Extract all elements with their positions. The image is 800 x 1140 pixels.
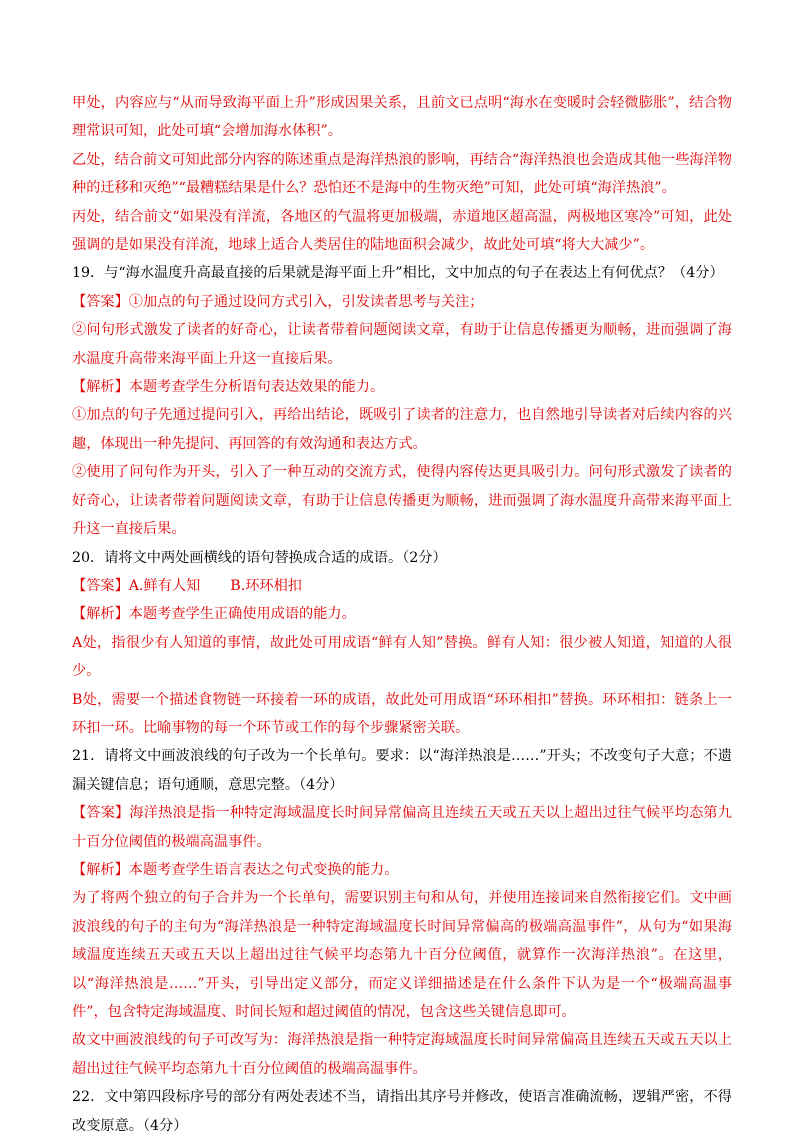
analysis-20-b: B处，需要一个描述食物链一环接着一环的成语，故此处可用成语“环环相扣”替换。环环相扣：链条上一环扣一环。比喻事物的每一个环节或工作的每个步骤紧密关联。	[72, 691, 732, 736]
analysis-21-intro	[72, 856, 732, 884]
analysis-21-body: 为了将两个独立的句子合并为一个长单句，需要识别主句和从句，并使用连接词来自然衔接它们。文中画波浪线的句子的主句为“海洋热浪是一种特定海域温度长时间异常偏高的极端高温事件”，从句为“如果海域温度连续五天或五天以上超出过往气候平均态第九十百分位阈值，就算作一次海洋热浪”。在这里，以“海洋热浪是……”开头，引导出定义部分，而定义详细描述是在什么条件下认为是一个“极端高温事件”，包含特定海域温度、时间长短和超过阈值的情况，包含这些关键信息即可。	[72, 890, 732, 1020]
answer-20	[72, 572, 732, 600]
analysis-20-a: A处，指很少有人知道的事情，故此处可用成语“鲜有人知”替换。鲜有人知：很少被人知道，知道的人很少。	[72, 634, 732, 680]
answer-19-line-2: ②问句形式激发了读者的好奇心，让读者带着问题阅读文章，有助于让信息传播更为顺畅，进而强调了海水温度升高带来海平面上升这一直接后果。	[72, 322, 732, 367]
answer-20-a: A.鲜有人知	[128, 577, 201, 594]
question-22: 22．文中第四段标序号的部分有两处表述不当，请指出其序号并修改，使语言准确流畅，逻辑严密，不得改变原意。（4分）	[72, 1089, 732, 1134]
answer-20-b: B.环环相扣	[230, 577, 302, 594]
document-page	[72, 89, 732, 1140]
question-19: 19．与“海水温度升高最直接的后果就是海平面上升”相比，文中加点的句子在表达上有何优点？（4分）	[72, 265, 724, 282]
analysis-20-intro	[72, 600, 732, 628]
answer-21	[72, 799, 732, 856]
analysis-tag: 【解析】	[72, 861, 129, 878]
answer-tag: 【答案】	[72, 293, 129, 310]
answer-tag: 【答案】	[72, 805, 130, 822]
answer-19-text-1: ①加点的句子通过设问方式引入，引发读者思考与关注；	[128, 293, 484, 310]
answer-19-line-1	[72, 288, 732, 316]
analysis-21-conclusion: 故文中画波浪线的句子可改写为：海洋热浪是指一种特定海域温度长时间异常偏高且连续五天或五天以上超出过往气候平均态第九十百分位阈值的极端高温事件。	[72, 1032, 732, 1077]
analysis-21-intro-text: 本题考查学生语言表达之句式变换的能力。	[128, 861, 399, 878]
analysis-tag: 【解析】	[72, 379, 129, 396]
analysis-20-intro-text: 本题考查学生正确使用成语的能力。	[128, 606, 356, 623]
analysis-19-intro-text: 本题考查学生分析语句表达效果的能力。	[128, 379, 385, 396]
analysis-bing: 丙处，结合前文“如果没有洋流，各地区的气温将更加极端，赤道地区超高温，两极地区寒冷”可知，此处强调的是如果没有洋流，地球上适合人类居住的陆地面积会减少，故此处可填“将大大减少”。	[72, 208, 732, 254]
analysis-jia: 甲处，内容应与“从而导致海平面上升”形成因果关系，且前文已点明“海水在变暖时会轻微膨胀”，结合物理常识可知，此处可填“会增加海水体积”。	[72, 95, 732, 140]
analysis-19-point-1: ①加点的句子先通过提问引入，再给出结论，既吸引了读者的注意力，也自然地引导读者对后续内容的兴趣，体现出一种先提问、再回答的有效沟通和表达方式。	[72, 407, 732, 452]
answer-tag: 【答案】	[72, 577, 129, 594]
analysis-19-point-2: ②使用了问句作为开头，引入了一种互动的交流方式，使得内容传达更具吸引力。问句形式激发了读者的好奇心，让读者带着问题阅读文章，有助于让信息传播更为顺畅，进而强调了海水温度升高带来海平面上升这一直接后果。	[72, 464, 732, 538]
analysis-19-intro	[72, 373, 732, 401]
analysis-tag: 【解析】	[72, 606, 129, 623]
answer-21-text: 海洋热浪是指一种特定海域温度长时间异常偏高且连续五天或五天以上超出过往气候平均态第九十百分位阈值的极端高温事件。	[72, 805, 732, 850]
analysis-yi: 乙处，结合前文可知此部分内容的陈述重点是海洋热浪的影响，再结合“海洋热浪也会造成其他一些海洋物种的迁移和灭绝”“最糟糕结果是什么？恐怕还不是海中的生物灭绝”可知，此处可填“海洋热浪”。	[72, 151, 732, 197]
question-21: 21．请将文中画波浪线的句子改为一个长单句。要求：以“海洋热浪是……”开头；不改变句子大意；不遗漏关键信息；语句通顺，意思完整。（4分）	[72, 748, 732, 793]
question-20: 20．请将文中两处画横线的语句替换成合适的成语。（2分）	[72, 549, 447, 566]
